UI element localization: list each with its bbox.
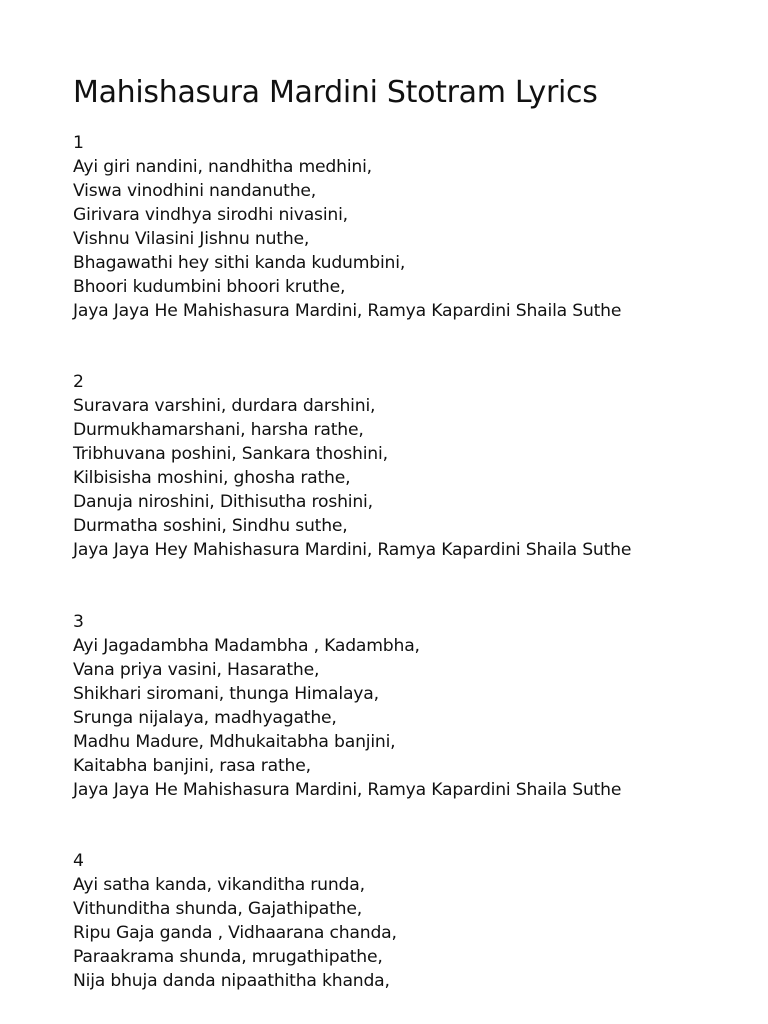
verse-line: Bhagawathi hey sithi kanda kudumbini,	[73, 253, 406, 273]
verse-line: Vana priya vasini, Hasarathe,	[73, 660, 320, 680]
verse-line: Bhoori kudumbini bhoori kruthe,	[73, 277, 346, 297]
stanza-number: 4	[73, 851, 84, 871]
verse-line: Ayi Jagadambha Madambha , Kadambha,	[73, 636, 420, 656]
refrain-line: Jaya Jaya He Mahishasura Mardini, Ramya Kapardini Shaila Suthe	[73, 301, 622, 321]
verse-line: Srunga nijalaya, madhyagathe,	[73, 708, 337, 728]
verse-line: Vithunditha shunda, Gajathipathe,	[73, 899, 362, 919]
stanza-number: 3	[73, 612, 84, 632]
verse-line: Shikhari siromani, thunga Himalaya,	[73, 684, 379, 704]
verse-line: Suravara varshini, durdara darshini,	[73, 396, 376, 416]
verse-line: Nija bhuja danda nipaathitha khanda,	[73, 971, 390, 991]
verse-line: Ripu Gaja ganda , Vidhaarana chanda,	[73, 923, 397, 943]
verse-line: Danuja niroshini, Dithisutha roshini,	[73, 492, 373, 512]
verse-line: Paraakrama shunda, mrugathipathe,	[73, 947, 383, 967]
verse-line: Madhu Madure, Mdhukaitabha banjini,	[73, 732, 396, 752]
stanza-number: 2	[73, 372, 84, 392]
stanza-number: 1	[73, 133, 84, 153]
verse-line: Durmukhamarshani, harsha rathe,	[73, 420, 364, 440]
verse-line: Ayi giri nandini, nandhitha medhini,	[73, 157, 372, 177]
stanza	[73, 131, 733, 323]
refrain-line: Jaya Jaya He Mahishasura Mardini, Ramya Kapardini Shaila Suthe	[73, 780, 622, 800]
verse-line: Vishnu Vilasini Jishnu nuthe,	[73, 229, 310, 249]
verse-line: Tribhuvana poshini, Sankara thoshini,	[73, 444, 388, 464]
verse-line: Ayi satha kanda, vikanditha runda,	[73, 875, 365, 895]
refrain-line: Jaya Jaya Hey Mahishasura Mardini, Ramya Kapardini Shaila Suthe	[73, 540, 632, 560]
verse-line: Durmatha soshini, Sindhu suthe,	[73, 516, 348, 536]
verse-line: Girivara vindhya sirodhi nivasini,	[73, 205, 348, 225]
document-title: Mahishasura Mardini Stotram Lyrics	[73, 75, 598, 110]
stanza	[73, 370, 733, 562]
verse-line: Kaitabha banjini, rasa rathe,	[73, 756, 311, 776]
stanza	[73, 610, 733, 802]
verse-line: Viswa vinodhini nandanuthe,	[73, 181, 317, 201]
verse-line: Kilbisisha moshini, ghosha rathe,	[73, 468, 351, 488]
stanza	[73, 849, 733, 993]
